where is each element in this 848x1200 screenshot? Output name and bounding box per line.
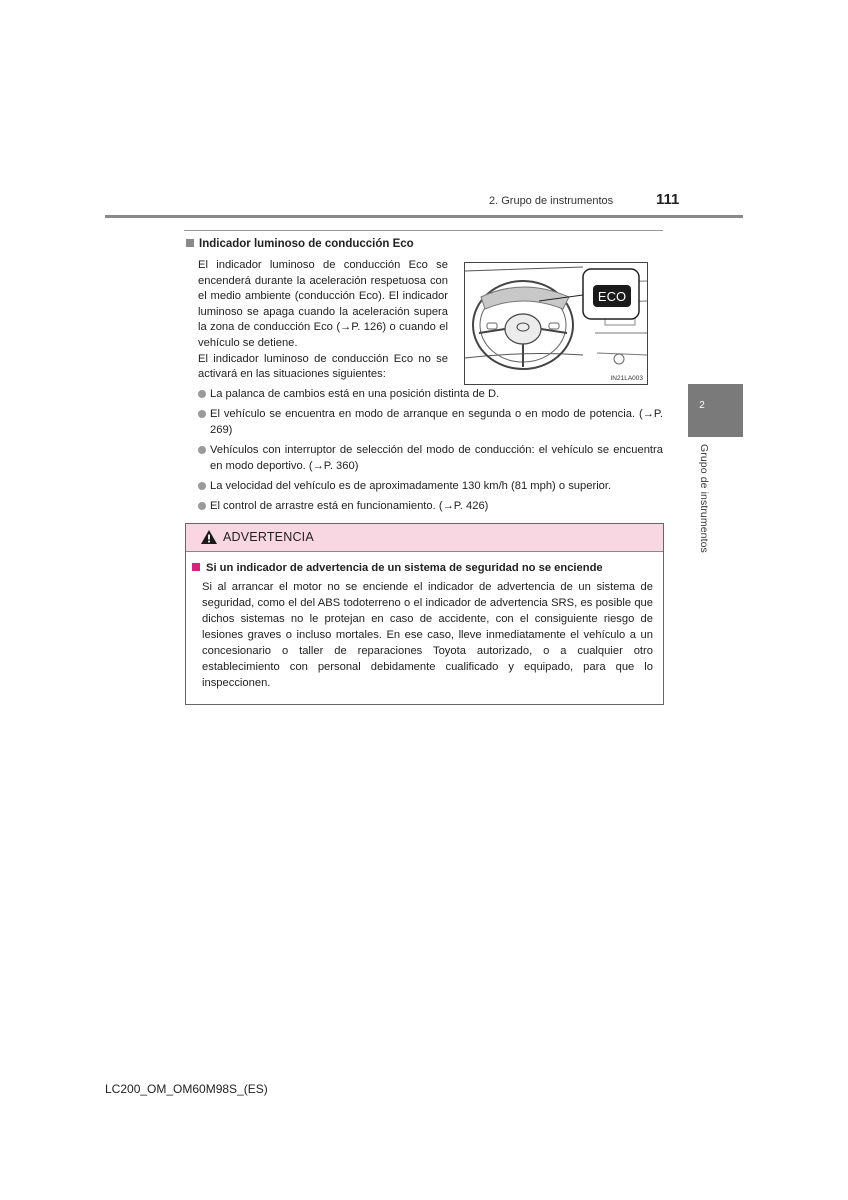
bullet-icon [198,502,206,510]
list-item: Vehículos con interruptor de selección del modo de conducción: el vehículo se encuentra en modo deportivo. (→P. 360) [198,442,663,474]
footer-doc-code: LC200_OM_OM60M98S_(ES) [105,1082,268,1096]
list-item: La palanca de cambios está en una posición distinta de D. [198,386,663,402]
bullet-icon [198,390,206,398]
warning-title: ADVERTENCIA [223,530,314,544]
eco-indicator-label: ECO [597,289,627,304]
warning-subtitle-text: Si un indicador de advertencia de un sistema de seguridad no se enciende [206,562,603,574]
bullet-icon [198,410,206,418]
intro-text [198,258,448,383]
eco-indicator-figure [464,262,648,385]
list-item: La velocidad del vehículo es de aproximadamente 130 km/h (81 mph) o superior. [198,478,663,494]
warning-header [186,524,663,552]
warning-subtitle [192,562,603,574]
warning-marker-icon [192,563,200,571]
chapter-tab[interactable] [688,384,743,437]
intro-paragraph-2: El indicador luminoso de conducción Eco no se activará en las situaciones siguientes: [198,352,448,381]
list-item: El control de arrastre está en funcionamiento. (→P. 426) [198,498,663,514]
intro-paragraph-1: El indicador luminoso de conducción Eco se encenderá durante la aceleración respetuosa con el medio ambiente (conducción Eco). El indicador luminoso se apaga cuando la aceleración supera la zona de conducción Eco (→P. 126) o cuando el vehículo se detiene. [198,259,448,349]
section-title-text: Indicador luminoso de conducción Eco [199,238,414,250]
section-title [186,238,414,250]
page-number: 111 [656,191,680,208]
warning-triangle-icon [200,529,218,545]
chapter-tab-number: 2 [699,400,705,411]
chapter-tab-label: Grupo de instrumentos [698,444,710,553]
figure-code: IN21LA003 [610,375,643,382]
section-marker-icon [186,239,194,247]
warning-box [185,523,664,705]
section-rule [184,230,663,231]
dashboard-illustration [465,263,647,384]
header-section-title: 2. Grupo de instrumentos [489,195,614,207]
list-item: El vehículo se encuentra en modo de arranque en segunda o en modo de potencia. (→P. 269) [198,406,663,438]
bullet-icon [198,446,206,454]
condition-list [198,386,663,518]
header-rule [105,215,743,218]
warning-body: Si al arrancar el motor no se enciende el indicador de advertencia de un sistema de seguridad, como el del ABS todoterreno o el indicador de advertencia SRS, es posible que dichos sistemas no le protejan en caso de accidente, con el consiguiente riesgo de lesiones graves o incluso mortales. En ese caso, lleve inmediatamente el vehículo a un concesionario o taller de reparaciones Toyota autorizado, o a cualquier otro establecimiento con personal debidamente cualificado y equipado, para que lo inspeccionen. [202,581,653,689]
bullet-icon [198,482,206,490]
